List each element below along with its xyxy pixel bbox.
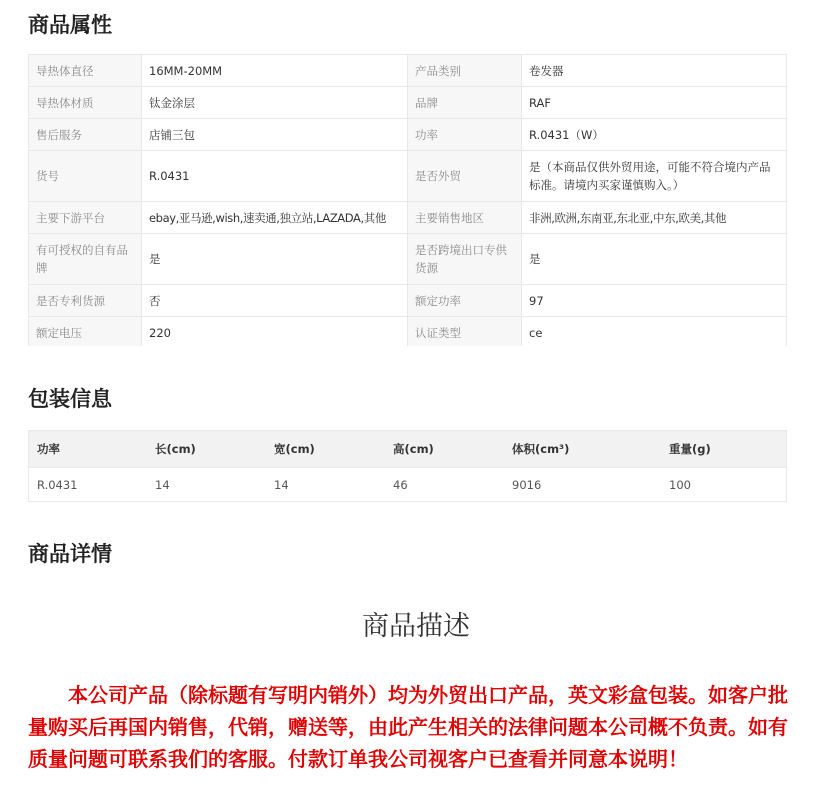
attr-value: 是（本商品仅供外贸用途，可能不符合境内产品标准。请境内买家谨慎购入。） (522, 151, 787, 201)
table-row (29, 119, 787, 151)
table-row (29, 285, 787, 317)
column-header: 长(cm) (155, 442, 196, 456)
attr-label: 导热体直径 (29, 55, 142, 86)
attr-value: ebay,亚马逊,wish,速卖通,独立站,LAZADA,其他 (142, 202, 408, 233)
table-row (29, 151, 787, 202)
table-row (29, 234, 787, 285)
table-cell: 14 (274, 477, 289, 492)
table-row (29, 55, 787, 87)
attr-value: 是 (522, 234, 787, 284)
attr-value: 是 (142, 234, 408, 284)
packaging-title: 包装信息 (28, 387, 112, 411)
details-title: 商品详情 (28, 542, 112, 566)
description-heading: 商品描述 (362, 611, 470, 642)
attr-value: 卷发器 (522, 55, 787, 86)
attr-value: R.0431 (142, 151, 408, 201)
attr-value: 否 (142, 285, 408, 316)
attr-label: 售后服务 (29, 119, 142, 150)
attr-value: 220 (142, 317, 408, 346)
column-header: 宽(cm) (274, 442, 315, 456)
attr-value: 97 (522, 285, 787, 316)
attr-label: 导热体材质 (29, 87, 142, 118)
packaging-table (28, 430, 787, 502)
attr-label: 认证类型 (408, 317, 522, 346)
attr-label: 品牌 (408, 87, 522, 118)
table-row (29, 202, 787, 234)
table-row (29, 317, 787, 346)
attr-value: 16MM-20MM (142, 55, 408, 86)
table-header-row (29, 431, 786, 467)
table-cell: 100 (669, 477, 691, 492)
attributes-title: 商品属性 (28, 13, 112, 37)
attr-label: 货号 (29, 151, 142, 201)
attr-value: 非洲,欧洲,东南亚,东北亚,中东,欧美,其他 (522, 202, 787, 233)
attr-label: 是否跨境出口专供货源 (408, 234, 522, 284)
attr-value: 店铺三包 (142, 119, 408, 150)
attr-label: 额定功率 (408, 285, 522, 316)
table-row (29, 467, 786, 501)
attr-value: 钛金涂层 (142, 87, 408, 118)
attr-label: 主要销售地区 (408, 202, 522, 233)
table-cell: 9016 (512, 477, 542, 492)
export-notice: 本公司产品（除标题有写明内销外）均为外贸出口产品，英文彩盒包装。如客户批量购买后再国内销售，代销，赠送等，由此产生相关的法律问题本公司概不负责。如有质量问题可联系我们的客服。付款订单我公司视客户已查看并同意本说明！ (28, 683, 788, 771)
attr-value: R.0431（W） (522, 119, 787, 150)
table-cell: R.0431 (37, 477, 78, 492)
column-header: 重量(g) (669, 442, 711, 456)
attr-label: 主要下游平台 (29, 202, 142, 233)
column-header: 体积(cm³) (512, 442, 570, 456)
attr-value: ce (522, 317, 787, 346)
attr-value: RAF (522, 87, 787, 118)
attr-label: 是否外贸 (408, 151, 522, 201)
attr-label: 是否专利货源 (29, 285, 142, 316)
column-header: 高(cm) (393, 442, 434, 456)
attr-label: 产品类别 (408, 55, 522, 86)
table-row (29, 87, 787, 119)
attr-label: 功率 (408, 119, 522, 150)
attributes-table (28, 54, 787, 346)
attr-label: 有可授权的自有品牌 (29, 234, 142, 284)
attr-label: 额定电压 (29, 317, 142, 346)
column-header: 功率 (37, 442, 60, 456)
table-cell: 46 (393, 477, 408, 492)
table-cell: 14 (155, 477, 170, 492)
